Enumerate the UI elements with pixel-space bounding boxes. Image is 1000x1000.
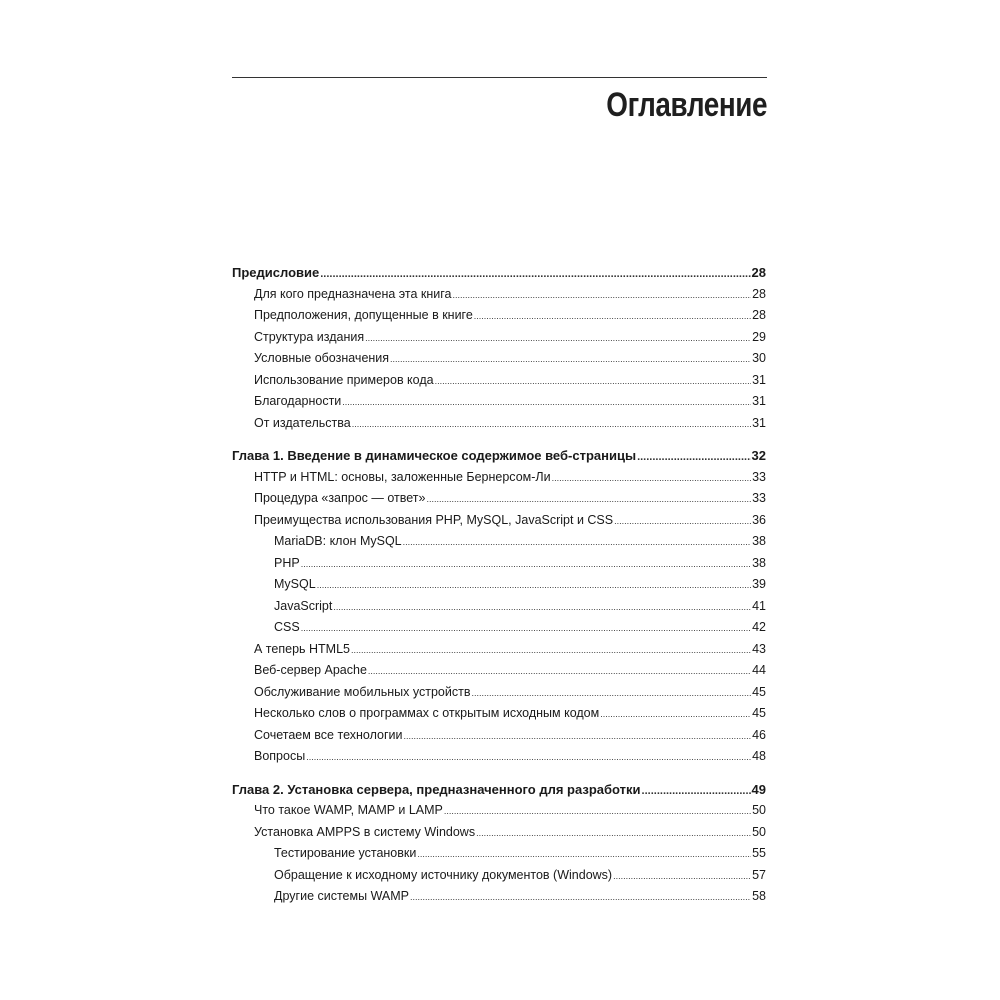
dot-leader (637, 447, 750, 469)
toc-section-entry[interactable] (232, 531, 766, 553)
toc-entry-page-number: 58 (752, 889, 766, 903)
dot-leader (426, 489, 751, 511)
toc-section-entry[interactable] (232, 305, 766, 327)
toc-section-entry[interactable] (232, 284, 766, 306)
toc-entry-label: Установка AMPPS в систему Windows (254, 824, 476, 839)
dot-leader (342, 392, 751, 414)
toc-entry-label: Глава 1. Введение в динамическое содержимое веб-страницы (232, 448, 637, 463)
toc-chapter-entry[interactable] (232, 262, 766, 284)
toc-entry-page-number: 28 (752, 286, 766, 301)
toc-section-entry[interactable] (232, 391, 766, 413)
toc-entry-page-number: 57 (752, 867, 766, 882)
toc-entry-label: Обслуживание мобильных устройств (254, 684, 471, 699)
dot-leader (435, 371, 752, 393)
dot-leader (600, 704, 751, 726)
toc-entry-label: Структура издания (254, 329, 365, 344)
dot-leader (410, 887, 751, 909)
dot-leader (306, 747, 751, 769)
toc-section-entry[interactable] (232, 348, 766, 370)
toc-entry-page-number: 38 (752, 534, 766, 548)
toc-entry-page-number: 36 (752, 512, 766, 527)
dot-leader (320, 264, 750, 286)
dot-leader (642, 781, 751, 803)
toc-entry-label: Благодарности (254, 394, 342, 408)
toc-entry-label: От издательства (254, 415, 351, 430)
toc-entry-label: CSS (274, 620, 300, 634)
dot-leader (444, 801, 751, 823)
toc-entry-label: Глава 2. Установка сервера, предназначенного для разработки (232, 781, 641, 797)
dot-leader (301, 618, 751, 640)
toc-entry-page-number: 31 (752, 394, 766, 408)
section-spacer (232, 434, 766, 445)
toc-entry-label: HTTP и HTML: основы, заложенные Бернерсом-Ли (254, 469, 551, 484)
toc-section-entry[interactable] (232, 746, 766, 768)
toc-section-entry[interactable] (232, 553, 766, 575)
toc-section-entry[interactable] (232, 327, 766, 349)
toc-entry-page-number: 45 (752, 684, 766, 699)
toc-entry-page-number: 29 (752, 329, 766, 344)
dot-leader (368, 661, 751, 683)
toc-section-entry[interactable] (232, 886, 766, 908)
toc-entry-label: Преимущества использования PHP, MySQL, JavaScript и CSS (254, 512, 614, 527)
toc-entry-label: А теперь HTML5 (254, 641, 350, 656)
toc-entry-page-number: 33 (752, 491, 766, 505)
table-of-contents (232, 262, 766, 908)
toc-section-entry[interactable] (232, 574, 766, 596)
toc-chapter-entry[interactable] (232, 779, 766, 801)
toc-section-entry[interactable] (232, 510, 766, 532)
toc-entry-page-number: 39 (752, 577, 766, 591)
dot-leader (404, 726, 752, 748)
toc-entry-label: MariaDB: клон MySQL (274, 534, 402, 548)
toc-entry-page-number: 28 (751, 265, 766, 280)
dot-leader (614, 511, 751, 533)
toc-entry-page-number: 33 (752, 469, 766, 484)
toc-section-entry[interactable] (232, 703, 766, 725)
toc-section-entry[interactable] (232, 488, 766, 510)
toc-section-entry[interactable] (232, 865, 766, 887)
toc-entry-page-number: 55 (752, 846, 766, 860)
toc-section-entry[interactable] (232, 843, 766, 865)
toc-entry-label: Несколько слов о программах с открытым исходным кодом (254, 706, 600, 720)
dot-leader (474, 306, 751, 328)
toc-section-entry[interactable] (232, 800, 766, 822)
toc-entry-page-number: 28 (752, 308, 766, 322)
toc-entry-label: Для кого предназначена эта книга (254, 286, 452, 301)
toc-entry-label: Предположения, допущенные в книге (254, 308, 473, 322)
toc-entry-page-number: 41 (752, 598, 766, 613)
toc-section-entry[interactable] (232, 725, 766, 747)
page-title: Оглавление (606, 86, 767, 124)
dot-leader (317, 575, 751, 597)
toc-entry-label: Обращение к исходному источнику документов (Windows) (274, 867, 613, 882)
section-spacer (232, 768, 766, 779)
toc-entry-page-number: 31 (752, 415, 766, 430)
toc-section-entry[interactable] (232, 370, 766, 392)
toc-section-entry[interactable] (232, 639, 766, 661)
toc-entry-page-number: 50 (752, 824, 766, 839)
toc-entry-page-number: 49 (751, 781, 766, 797)
toc-entry-page-number: 32 (751, 448, 766, 463)
dot-leader (390, 349, 751, 371)
toc-section-entry[interactable] (232, 413, 766, 435)
toc-entry-label: Другие системы WAMP (274, 889, 409, 903)
toc-entry-label: Что такое WAMP, MAMP и LAMP (254, 803, 443, 817)
dot-leader (403, 532, 751, 554)
toc-entry-label: PHP (274, 555, 300, 570)
toc-entry-page-number: 38 (752, 555, 766, 570)
toc-entry-label: Процедура «запрос — ответ» (254, 491, 426, 505)
dot-leader (471, 683, 751, 705)
toc-section-entry[interactable] (232, 682, 766, 704)
toc-entry-page-number: 43 (752, 641, 766, 656)
toc-entry-label: Сочетаем все технологии (254, 727, 403, 742)
dot-leader (301, 554, 751, 576)
toc-entry-page-number: 31 (752, 372, 766, 387)
dot-leader (552, 468, 751, 490)
dot-leader (352, 414, 751, 436)
toc-entry-page-number: 42 (752, 620, 766, 634)
toc-entry-page-number: 50 (752, 803, 766, 817)
toc-entry-page-number: 44 (752, 663, 766, 677)
toc-section-entry[interactable] (232, 822, 766, 844)
toc-section-entry[interactable] (232, 596, 766, 618)
toc-entry-label: Вопросы (254, 749, 306, 763)
toc-entry-label: Тестирование установки (274, 846, 417, 860)
toc-section-entry[interactable] (232, 617, 766, 639)
toc-entry-label: Использование примеров кода (254, 372, 434, 387)
dot-leader (476, 823, 751, 845)
dot-leader (333, 597, 751, 619)
dot-leader (365, 328, 751, 350)
toc-entry-page-number: 46 (752, 727, 766, 742)
dot-leader (613, 866, 751, 888)
toc-entry-page-number: 48 (752, 749, 766, 763)
toc-section-entry[interactable] (232, 467, 766, 489)
toc-chapter-entry[interactable] (232, 445, 766, 467)
title-top-rule (232, 77, 767, 78)
toc-entry-label: Веб-сервер Apache (254, 663, 367, 677)
toc-entry-label: Предисловие (232, 265, 320, 280)
toc-entry-page-number: 30 (752, 351, 766, 365)
toc-entry-label: MySQL (274, 577, 316, 591)
toc-entry-label: JavaScript (274, 598, 333, 613)
dot-leader (351, 640, 751, 662)
toc-entry-page-number: 45 (752, 706, 766, 720)
dot-leader (417, 844, 751, 866)
toc-entry-label: Условные обозначения (254, 351, 390, 365)
dot-leader (453, 285, 752, 307)
toc-section-entry[interactable] (232, 660, 766, 682)
